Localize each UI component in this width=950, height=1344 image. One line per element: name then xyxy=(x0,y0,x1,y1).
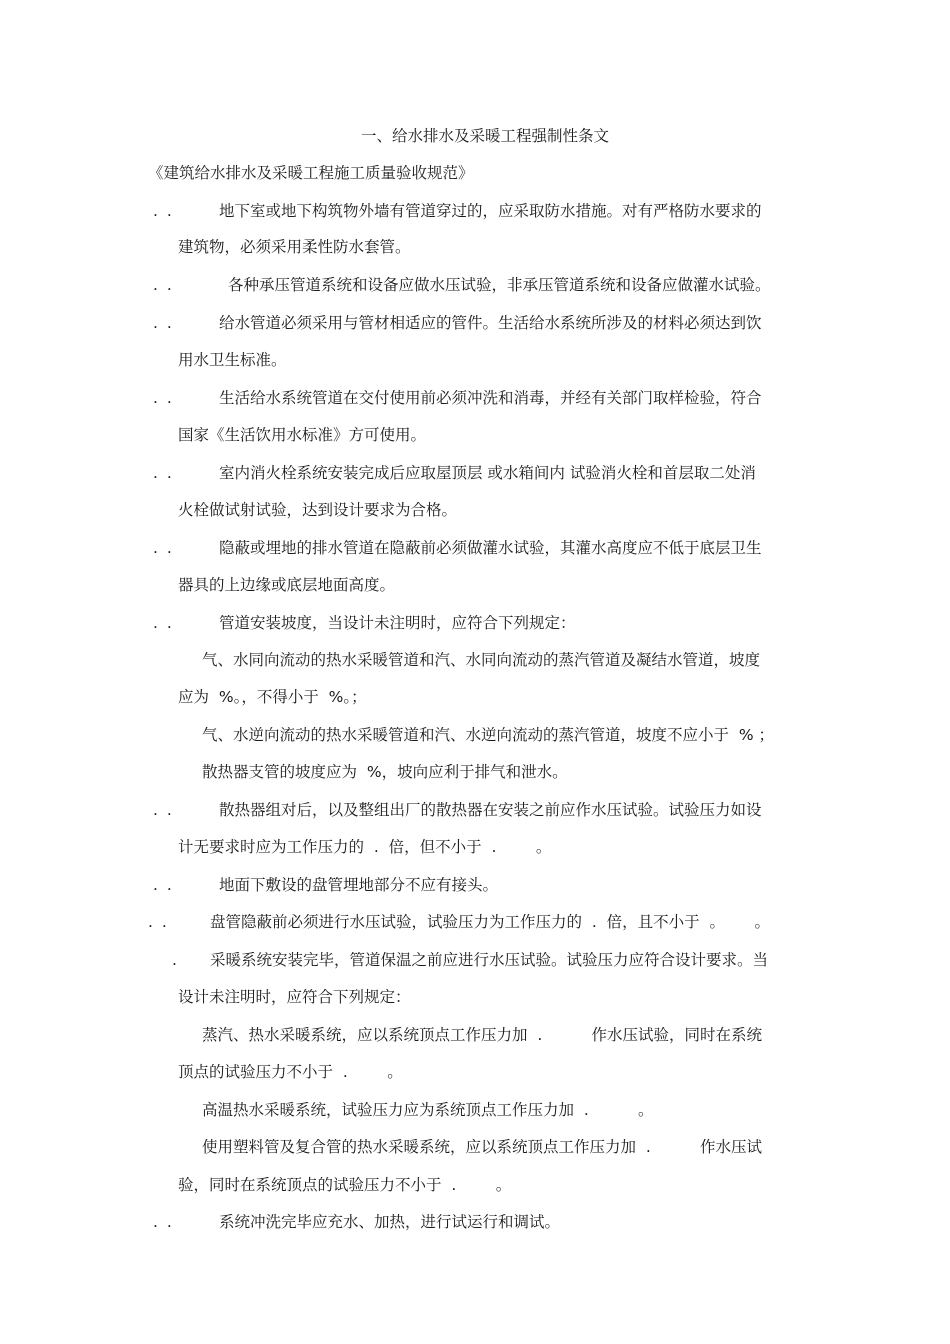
item-marker: . . xyxy=(153,314,174,332)
body-line: 用水卫生标准。 xyxy=(178,351,287,369)
item-marker: . . xyxy=(153,539,174,557)
item-marker: . . xyxy=(153,276,174,294)
body-line: 验，同时在系统顶点的试验压力不小于 . 。 xyxy=(178,1176,512,1194)
item-marker: . . xyxy=(153,801,174,819)
body-line: 气、水同向流动的热水采暖管道和汽、水同向流动的蒸汽管道及凝结水管道，坡度 xyxy=(202,651,761,669)
body-line: 国家《生活饮用水标准》方可使用。 xyxy=(178,426,427,444)
item-marker: . xyxy=(172,951,179,969)
body-line: 散热器组对后，以及整组出厂的散热器在安装之前应作水压试验。试验压力如设 xyxy=(219,801,762,819)
item-marker: . . xyxy=(153,389,174,407)
body-line: 高温热水采暖系统，试验压力应为系统顶点工作压力加 . 。 xyxy=(202,1101,654,1119)
item-marker: . . xyxy=(153,614,174,632)
body-line: 器具的上边缘或底层地面高度。 xyxy=(178,576,396,594)
body-line: 计无要求时应为工作压力的 . 倍，但不小于 . 。 xyxy=(178,838,552,856)
body-line: 气、水逆向流动的热水采暖管道和汽、水逆向流动的蒸汽管道，坡度不应小于 % ； xyxy=(202,726,775,744)
body-line: 设计未注明时，应符合下列规定： xyxy=(178,988,411,1006)
body-line: 系统冲洗完毕应充水、加热，进行试运行和调试。 xyxy=(219,1213,561,1231)
body-line: 散热器支管的坡度应为 %，坡向应利于排气和泄水。 xyxy=(202,763,568,781)
body-line: 地面下敷设的盘管埋地部分不应有接头。 xyxy=(219,876,499,894)
page-title: 一、给水排水及采暖工程强制性条文 xyxy=(360,127,609,145)
item-marker: . . xyxy=(148,913,169,931)
body-line: 室内消火栓系统安装完成后应取屋顶层 或水箱间内 试验消火栓和首层取二处消 xyxy=(219,464,756,482)
body-line: 应为 %。，不得小于 %。； xyxy=(178,688,367,706)
body-line: 给水管道必须采用与管材相适应的管件。生活给水系统所涉及的材料必须达到饮 xyxy=(219,314,762,332)
body-line: 顶点的试验压力不小于 . 。 xyxy=(178,1063,403,1081)
body-line: 采暖系统安装完毕，管道保温之前应进行水压试验。试验压力应符合设计要求。当 xyxy=(210,951,769,969)
document-subtitle: 《建筑给水排水及采暖工程施工质量验收规范》 xyxy=(148,164,474,182)
item-marker: . . xyxy=(153,1213,174,1231)
body-line: 管道安装坡度，当设计未注明时，应符合下列规定： xyxy=(219,614,576,632)
body-line: 盘管隐蔽前必须进行水压试验，试验压力为工作压力的 . 倍，且不小于 。 。 xyxy=(210,913,771,931)
body-line: 火栓做试射试验，达到设计要求为合格。 xyxy=(178,501,458,519)
item-marker: . . xyxy=(153,464,174,482)
body-line: 蒸汽、热水采暖系统，应以系统顶点工作压力加 . 作水压试验，同时在系统 xyxy=(202,1026,763,1044)
body-line: 建筑物，必须采用柔性防水套管。 xyxy=(178,238,411,256)
body-line: 隐蔽或埋地的排水管道在隐蔽前必须做灌水试验，其灌水高度应不低于底层卫生 xyxy=(219,539,762,557)
body-line: 生活给水系统管道在交付使用前必须冲洗和消毒，并经有关部门取样检验，符合 xyxy=(219,389,762,407)
body-line: 地下室或地下构筑物外墙有管道穿过的，应采取防水措施。对有严格防水要求的 xyxy=(219,202,762,220)
item-marker: . . xyxy=(153,876,174,894)
body-line: 使用塑料管及复合管的热水采暖系统，应以系统顶点工作压力加 . 作水压试 xyxy=(202,1138,763,1156)
item-marker: . . xyxy=(153,202,174,220)
body-line: 各种承压管道系统和设备应做水压试验，非承压管道系统和设备应做灌水试验。 xyxy=(228,276,771,294)
